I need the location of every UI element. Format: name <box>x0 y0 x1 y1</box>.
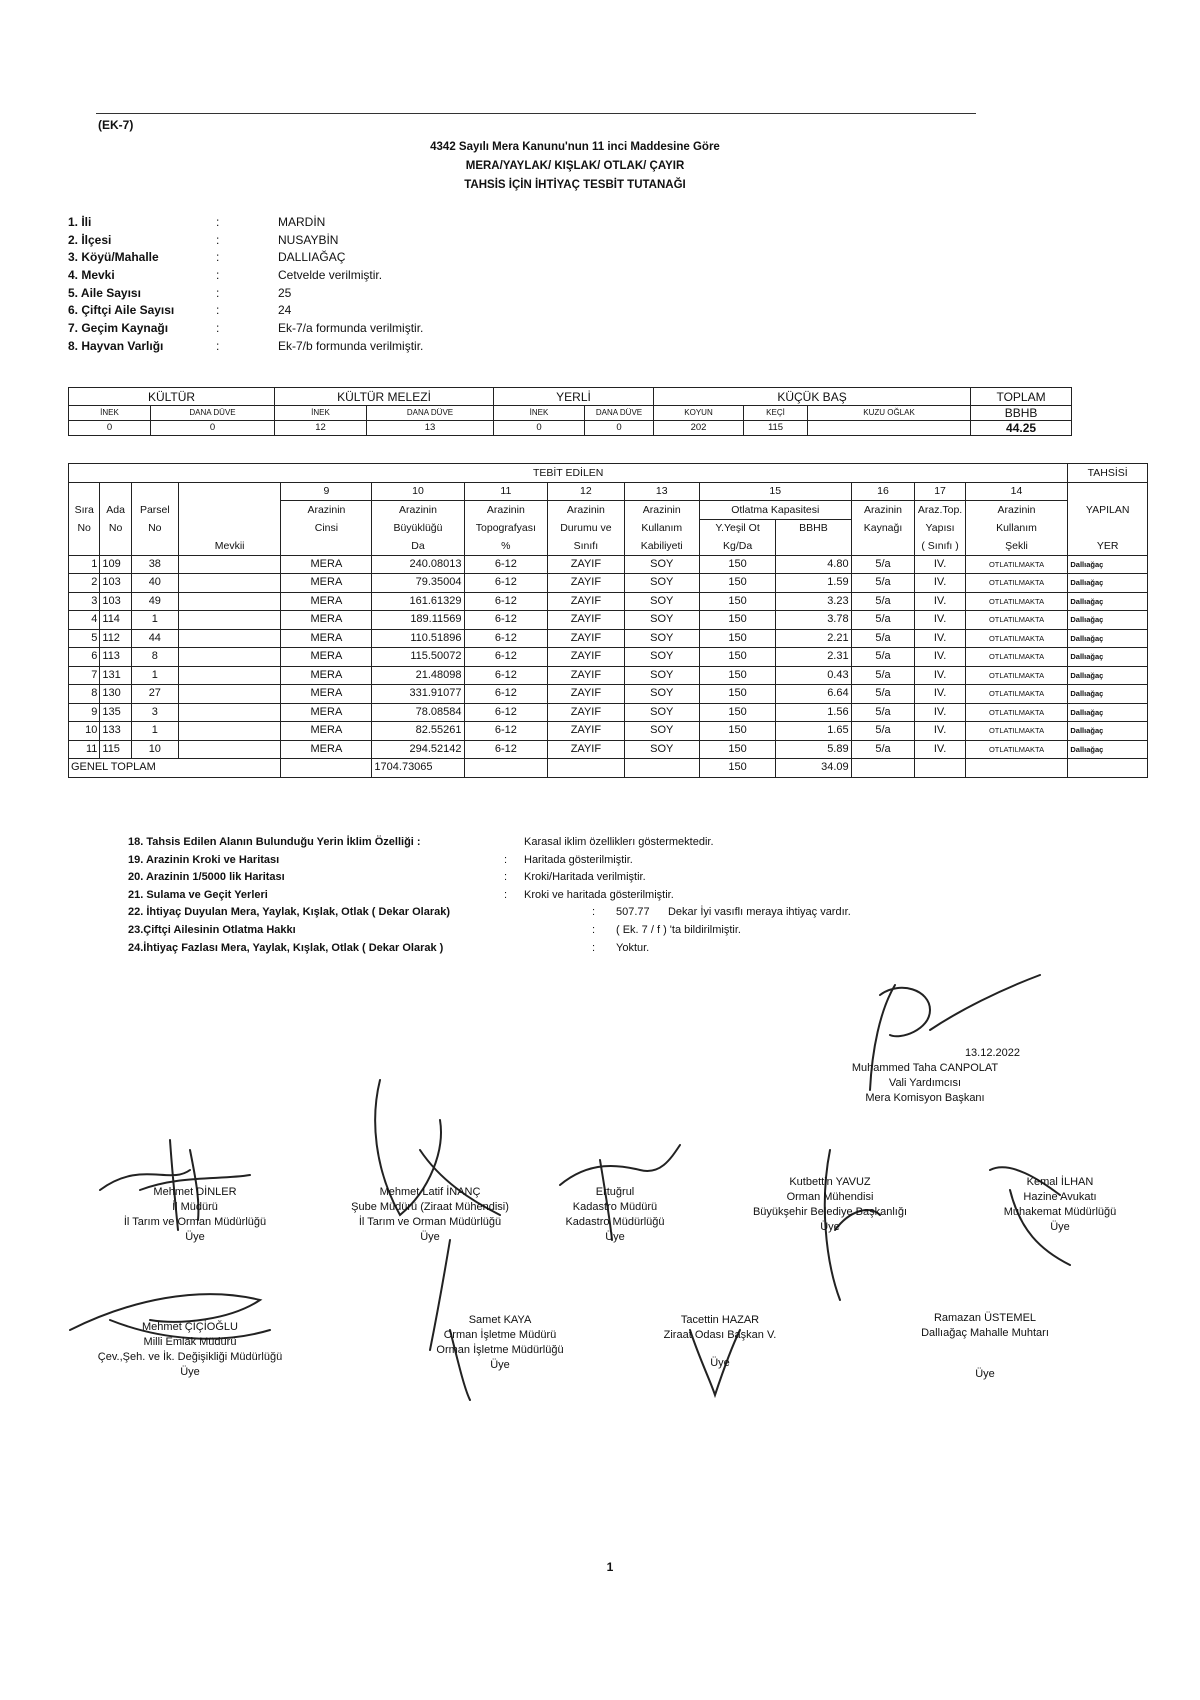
doc-title-line-3: TAHSİS İÇİN İHTİYAÇ TESBİT TUTANAĞI <box>464 179 686 191</box>
cell-ada: 109 <box>100 555 131 574</box>
sub-header: DANA DÜVE <box>151 406 275 421</box>
member-office: Orman İşletme Müdürlüğü <box>436 1343 564 1356</box>
annex-label: (EK-7) <box>98 118 134 132</box>
cell-yapi: IV. <box>915 685 965 704</box>
cell-parsel: 1 <box>131 722 178 741</box>
cell-sekil: OTLATILMAKTA <box>965 685 1068 704</box>
note-22: 22. İhtiyaç Duyulan Mera, Yaylak, Kışlak, Otlak ( Dekar Olarak) : 507.77 Dekar İyi vasıflı meraya ihtiyaç vardır. <box>128 906 851 919</box>
cell-bbhb: 1.56 <box>776 703 851 722</box>
cell-ada: 133 <box>100 722 131 741</box>
cell-sira: 3 <box>69 592 100 611</box>
cell-kabiliyet: SOY <box>624 555 699 574</box>
cell-cinsi: MERA <box>281 685 372 704</box>
member-role: Üye <box>975 1367 995 1380</box>
cell-yer: Dallıağaç <box>1068 722 1148 741</box>
cell-yesil: 150 <box>699 666 775 685</box>
member-name: Kemal İLHAN <box>1026 1176 1094 1188</box>
info-row-ciftci: 6. Çiftçi Aile Sayısı : 24 <box>68 303 292 318</box>
h-kullanim-sekli-2: Kullanım <box>965 519 1068 537</box>
cell-yesil: 150 <box>699 648 775 667</box>
cell-sekil: OTLATILMAKTA <box>965 555 1068 574</box>
cell-bbhb: 2.31 <box>776 648 851 667</box>
h-yapilan: YAPILAN <box>1068 501 1148 520</box>
sub-header: DANA DÜVE <box>585 406 654 421</box>
group-kultur: KÜLTÜR <box>69 388 275 406</box>
col-number: 15 <box>699 482 851 501</box>
col-number: 9 <box>281 482 372 501</box>
col-number: 14 <box>965 482 1068 501</box>
h-sira: Sıra <box>69 501 100 520</box>
member-role: Üye <box>180 1365 200 1378</box>
cell-durum: ZAYIF <box>548 592 624 611</box>
cell-buyukluk: 331.91077 <box>372 685 464 704</box>
cell-bbhb: 5.89 <box>776 740 851 759</box>
livestock-value: 0 <box>585 421 654 436</box>
member-title: Şube Müdürü (Ziraat Mühendisi) <box>351 1200 509 1213</box>
member-name: Mehmet DİNLER <box>153 1186 237 1198</box>
h-durumu-2: Durumu ve <box>548 519 624 537</box>
cell-cinsi: MERA <box>281 611 372 630</box>
cell-yapi: IV. <box>915 574 965 593</box>
h-kullanim-kab-3: Kabiliyeti <box>624 537 699 555</box>
col-number: 17 <box>915 482 965 501</box>
cell-parsel: 27 <box>131 685 178 704</box>
h-araz-top-3: ( Sınıfı ) <box>915 537 965 555</box>
h-otlatma: Otlatma Kapasitesi <box>699 501 851 520</box>
cell-kaynak: 5/a <box>851 592 915 611</box>
cell-parsel: 1 <box>131 666 178 685</box>
cell-yapi: IV. <box>915 722 965 741</box>
note-23: 23.Çiftçi Ailesinin Otlatma Hakkı : ( Ek. 7 / f ) 'ta bildirilmiştir. <box>128 923 741 936</box>
note-21: 21. Sulama ve Geçit Yerleri : Kroki ve haritada gösterilmiştir. <box>128 888 674 901</box>
cell-kaynak: 5/a <box>851 703 915 722</box>
cell-bbhb: 0.43 <box>776 666 851 685</box>
cell-durum: ZAYIF <box>548 722 624 741</box>
cell-yapi: IV. <box>915 555 965 574</box>
cell-sira: 9 <box>69 703 100 722</box>
col-number: 12 <box>548 482 624 501</box>
cell-durum: ZAYIF <box>548 685 624 704</box>
cell-kabiliyet: SOY <box>624 648 699 667</box>
h-topografya: Arazinin <box>464 501 548 520</box>
h-yesil: Y.Yeşil Ot <box>699 519 775 537</box>
cell-parsel: 38 <box>131 555 178 574</box>
h-bbhb: BBHB <box>776 519 851 537</box>
h-cinsi: Arazinin <box>281 501 372 520</box>
cell-sira: 11 <box>69 740 100 759</box>
member-title: Milli Emlak Müdürü <box>143 1335 237 1348</box>
cell-buyukluk: 82.55261 <box>372 722 464 741</box>
total-buyukluk: 1704.73065 <box>372 759 464 778</box>
cell-kaynak: 5/a <box>851 629 915 648</box>
member-name: Samet KAYA <box>468 1314 532 1326</box>
member-role: Üye <box>490 1358 510 1371</box>
cell-sira: 8 <box>69 685 100 704</box>
tesbit-edilen-header: TEBİT EDİLEN <box>69 464 1068 483</box>
cell-yer: Dallıağaç <box>1068 703 1148 722</box>
cell-sekil: OTLATILMAKTA <box>965 703 1068 722</box>
signature-member-4 <box>720 1175 940 1234</box>
cell-kaynak: 5/a <box>851 648 915 667</box>
cell-yesil: 150 <box>699 685 775 704</box>
signature-member-5 <box>975 1175 1145 1234</box>
cell-kabiliyet: SOY <box>624 574 699 593</box>
cell-yer: Dallıağaç <box>1068 629 1148 648</box>
cell-sira: 4 <box>69 611 100 630</box>
h-araz-top-2: Yapısı <box>915 519 965 537</box>
cell-yer: Dallıağaç <box>1068 611 1148 630</box>
cell-yesil: 150 <box>699 703 775 722</box>
h-sira-no: No <box>69 519 100 537</box>
h-yer: YER <box>1068 537 1148 555</box>
livestock-value: 12 <box>275 421 367 436</box>
note-19: 19. Arazinin Kroki ve Haritası : Haritada gösterilmiştir. <box>128 853 633 866</box>
member-title: Orman İşletme Müdürü <box>443 1328 557 1341</box>
cell-durum: ZAYIF <box>548 648 624 667</box>
cell-buyukluk: 294.52142 <box>372 740 464 759</box>
cell-parsel: 10 <box>131 740 178 759</box>
group-kucuk-bas: KÜÇÜK BAŞ <box>654 388 971 406</box>
signature-member-3 <box>530 1185 700 1244</box>
signature-member-7 <box>400 1313 600 1372</box>
info-row-ilce: 2. İlçesi : NUSAYBİN <box>68 232 339 247</box>
cell-cinsi: MERA <box>281 555 372 574</box>
member-title: Ziraat Odası Başkan V. <box>663 1328 777 1341</box>
cell-parsel: 49 <box>131 592 178 611</box>
member-role: Üye <box>820 1220 840 1233</box>
cell-yesil: 150 <box>699 722 775 741</box>
cell-sekil: OTLATILMAKTA <box>965 629 1068 648</box>
group-kultur-melezi: KÜLTÜR MELEZİ <box>275 388 494 406</box>
cell-yesil: 150 <box>699 629 775 648</box>
cell-bbhb: 2.21 <box>776 629 851 648</box>
cell-parsel: 44 <box>131 629 178 648</box>
livestock-value: 0 <box>494 421 585 436</box>
cell-yesil: 150 <box>699 611 775 630</box>
cell-cinsi: MERA <box>281 722 372 741</box>
sub-header: İNEK <box>494 406 585 421</box>
h-araz-top: Araz.Top. <box>915 501 965 520</box>
tahsisi-header: TAHSİSİ <box>1068 464 1148 483</box>
cell-bbhb: 3.23 <box>776 592 851 611</box>
chair-name: Muhammed Taha CANPOLAT <box>851 1061 999 1074</box>
member-office: Muhakemat Müdürlüğü <box>1003 1205 1117 1218</box>
note-24: 24.İhtiyaç Fazlası Mera, Yaylak, Kışlak, Otlak ( Dekar Olarak ) : Yoktur. <box>128 941 650 954</box>
cell-yapi: IV. <box>915 629 965 648</box>
cell-topo: 6-12 <box>464 685 548 704</box>
cell-cinsi: MERA <box>281 666 372 685</box>
cell-cinsi: MERA <box>281 703 372 722</box>
cell-parsel: 3 <box>131 703 178 722</box>
cell-buyukluk: 161.61329 <box>372 592 464 611</box>
cell-ada: 112 <box>100 629 131 648</box>
cell-yer: Dallıağaç <box>1068 648 1148 667</box>
total-bbhb: 34.09 <box>776 759 851 778</box>
cell-bbhb: 6.64 <box>776 685 851 704</box>
sub-header: KEÇİ <box>744 406 808 421</box>
chair-title: Vali Yardımcısı <box>888 1076 962 1089</box>
cell-kabiliyet: SOY <box>624 629 699 648</box>
h-cinsi-2: Cinsi <box>281 519 372 537</box>
note-18: 18. Tahsis Edilen Alanın Bulunduğu Yerin İklim Özelliği : Karasal iklim özelliklerı göstermektedir. <box>128 836 714 848</box>
cell-buyukluk: 78.08584 <box>372 703 464 722</box>
cell-durum: ZAYIF <box>548 703 624 722</box>
cell-buyukluk: 240.08013 <box>372 555 464 574</box>
cell-ada: 135 <box>100 703 131 722</box>
h-buyuklugu-2: Büyüklüğü <box>372 519 464 537</box>
livestock-value: 13 <box>367 421 494 436</box>
sub-header: BBHB <box>971 406 1072 421</box>
member-title: Orman Mühendisi <box>786 1190 874 1203</box>
h-kullanim-sekli-3: Şekli <box>965 537 1068 555</box>
h-ada-no: No <box>100 519 131 537</box>
cell-durum: ZAYIF <box>548 740 624 759</box>
cell-ada: 113 <box>100 648 131 667</box>
cell-sekil: OTLATILMAKTA <box>965 592 1068 611</box>
cell-kabiliyet: SOY <box>624 703 699 722</box>
cell-durum: ZAYIF <box>548 555 624 574</box>
h-ada: Ada <box>100 501 131 520</box>
doc-title-line-2: MERA/YAYLAK/ KIŞLAK/ OTLAK/ ÇAYIR <box>465 160 685 172</box>
signature-chair <box>810 1046 1040 1105</box>
cell-topo: 6-12 <box>464 666 548 685</box>
cell-durum: ZAYIF <box>548 611 624 630</box>
h-kaynagi-2: Kaynağı <box>851 519 915 537</box>
cell-buyukluk: 189.11569 <box>372 611 464 630</box>
member-name: Mehmet ÇİÇİOĞLU <box>142 1321 238 1333</box>
h-parsel-no: No <box>131 519 178 537</box>
cell-kabiliyet: SOY <box>624 685 699 704</box>
h-kullanim-kab-2: Kullanım <box>624 519 699 537</box>
cell-cinsi: MERA <box>281 648 372 667</box>
sub-header: KUZU OĞLAK <box>808 406 971 421</box>
cell-durum: ZAYIF <box>548 629 624 648</box>
member-office: Kadastro Müdürlüğü <box>565 1215 665 1228</box>
info-row-aile: 5. Aile Sayısı : 25 <box>68 285 292 300</box>
cell-ada: 103 <box>100 592 131 611</box>
cell-yesil: 150 <box>699 592 775 611</box>
cell-topo: 6-12 <box>464 611 548 630</box>
cell-cinsi: MERA <box>281 629 372 648</box>
cell-yer: Dallıağaç <box>1068 574 1148 593</box>
sub-header: DANA DÜVE <box>367 406 494 421</box>
info-row-hayvan: 8. Hayvan Varlığı : Ek-7/b formunda verilmiştir. <box>68 338 424 353</box>
cell-bbhb: 3.78 <box>776 611 851 630</box>
livestock-total-bbhb: 44.25 <box>971 421 1072 436</box>
cell-cinsi: MERA <box>281 574 372 593</box>
cell-sekil: OTLATILMAKTA <box>965 574 1068 593</box>
h-durumu-3: Sınıfı <box>548 537 624 555</box>
member-role: Üye <box>605 1230 625 1243</box>
col-number: 11 <box>464 482 548 501</box>
total-yesil: 150 <box>699 759 775 778</box>
livestock-value: 0 <box>151 421 275 436</box>
sub-header: İNEK <box>275 406 367 421</box>
sub-header: İNEK <box>69 406 151 421</box>
member-name: Kutbettin YAVUZ <box>789 1176 871 1188</box>
info-row-mevki: 4. Mevki : Cetvelde verilmiştir. <box>68 267 383 282</box>
h-durumu: Arazinin <box>548 501 624 520</box>
cell-sira: 10 <box>69 722 100 741</box>
cell-topo: 6-12 <box>464 555 548 574</box>
col-number: 10 <box>372 482 464 501</box>
cell-bbhb: 1.65 <box>776 722 851 741</box>
cell-ada: 114 <box>100 611 131 630</box>
cell-yer: Dallıağaç <box>1068 740 1148 759</box>
h-kullanim-kab: Arazinin <box>624 501 699 520</box>
cell-yapi: IV. <box>915 592 965 611</box>
h-mevkii: Mevkii <box>178 537 281 555</box>
signature-member-6 <box>60 1320 320 1379</box>
cell-sira: 2 <box>69 574 100 593</box>
cell-parsel: 40 <box>131 574 178 593</box>
member-name: Ertuğrul <box>595 1186 635 1198</box>
cell-kabiliyet: SOY <box>624 611 699 630</box>
cell-topo: 6-12 <box>464 648 548 667</box>
cell-cinsi: MERA <box>281 740 372 759</box>
member-name: Tacettin HAZAR <box>680 1314 760 1326</box>
group-yerli: YERLİ <box>494 388 654 406</box>
sign-date: 13.12.2022 <box>964 1047 1020 1059</box>
group-toplam: TOPLAM <box>971 388 1072 406</box>
member-office: Büyükşehir Belediye Başkanlığı <box>752 1205 908 1218</box>
livestock-value: 202 <box>654 421 744 436</box>
total-label: GENEL TOPLAM <box>69 759 281 778</box>
h-kaynagi: Arazinin <box>851 501 915 520</box>
cell-yesil: 150 <box>699 574 775 593</box>
page-number: 1 <box>606 1560 614 1574</box>
livestock-value: 115 <box>744 421 808 436</box>
info-row-il: 1. İli : MARDİN <box>68 214 326 229</box>
cell-topo: 6-12 <box>464 740 548 759</box>
cell-topo: 6-12 <box>464 629 548 648</box>
cell-sekil: OTLATILMAKTA <box>965 611 1068 630</box>
cell-kabiliyet: SOY <box>624 722 699 741</box>
cell-topo: 6-12 <box>464 703 548 722</box>
cell-yer: Dallıağaç <box>1068 666 1148 685</box>
cell-kaynak: 5/a <box>851 611 915 630</box>
member-title: Dallıağaç Mahalle Muhtarı <box>921 1326 1049 1339</box>
h-kullanim-sekli: Arazinin <box>965 501 1068 520</box>
info-row-gecim: 7. Geçim Kaynağı : Ek-7/a formunda verilmiştir. <box>68 320 424 335</box>
cell-sekil: OTLATILMAKTA <box>965 722 1068 741</box>
member-role: Üye <box>420 1230 440 1243</box>
cell-ada: 115 <box>100 740 131 759</box>
cell-buyukluk: 110.51896 <box>372 629 464 648</box>
signature-member-1 <box>70 1185 320 1244</box>
h-buyuklugu-3: Da <box>372 537 464 555</box>
cell-yapi: IV. <box>915 703 965 722</box>
col-number: 16 <box>851 482 915 501</box>
cell-kaynak: 5/a <box>851 555 915 574</box>
cell-sira: 1 <box>69 555 100 574</box>
member-title: Kadastro Müdürü <box>572 1200 658 1213</box>
cell-yesil: 150 <box>699 740 775 759</box>
signature-member-2 <box>310 1185 550 1244</box>
member-name: Mehmet Latif İNANÇ <box>379 1186 481 1198</box>
cell-kaynak: 5/a <box>851 685 915 704</box>
h-parsel: Parsel <box>131 501 178 520</box>
cell-yapi: IV. <box>915 666 965 685</box>
note-20: 20. Arazinin 1/5000 lik Haritası : Kroki/Haritada verilmiştir. <box>128 871 646 884</box>
cell-ada: 103 <box>100 574 131 593</box>
col-number: 13 <box>624 482 699 501</box>
member-title: Hazine Avukatı <box>1023 1190 1097 1203</box>
signature-member-8 <box>630 1313 810 1371</box>
cell-kaynak: 5/a <box>851 574 915 593</box>
h-topografya-2: Topografyası <box>464 519 548 537</box>
member-role: Üye <box>185 1230 205 1243</box>
cell-buyukluk: 115.50072 <box>372 648 464 667</box>
cell-kaynak: 5/a <box>851 722 915 741</box>
member-role: Üye <box>1050 1220 1070 1233</box>
cell-parsel: 8 <box>131 648 178 667</box>
cell-kabiliyet: SOY <box>624 666 699 685</box>
h-buyuklugu: Arazinin <box>372 501 464 520</box>
member-title: İl Müdürü <box>172 1200 218 1213</box>
cell-kaynak: 5/a <box>851 740 915 759</box>
chair-role: Mera Komisyon Başkanı <box>865 1091 985 1104</box>
cell-buyukluk: 79.35004 <box>372 574 464 593</box>
cell-sira: 7 <box>69 666 100 685</box>
cell-durum: ZAYIF <box>548 666 624 685</box>
cell-sekil: OTLATILMAKTA <box>965 648 1068 667</box>
cell-bbhb: 4.80 <box>776 555 851 574</box>
member-name: Ramazan ÜSTEMEL <box>933 1312 1037 1324</box>
cell-cinsi: MERA <box>281 592 372 611</box>
cell-yapi: IV. <box>915 740 965 759</box>
cell-sira: 6 <box>69 648 100 667</box>
member-office: Çev.,Şeh. ve İk. Değişikliği Müdürlüğü <box>97 1350 283 1363</box>
cell-ada: 130 <box>100 685 131 704</box>
cell-ada: 131 <box>100 666 131 685</box>
cell-yapi: IV. <box>915 611 965 630</box>
h-yesil-2: Kg/Da <box>699 537 775 555</box>
cell-sekil: OTLATILMAKTA <box>965 740 1068 759</box>
h-topografya-3: % <box>464 537 548 555</box>
cell-yapi: IV. <box>915 648 965 667</box>
cell-topo: 6-12 <box>464 574 548 593</box>
sub-header: KOYUN <box>654 406 744 421</box>
cell-kaynak: 5/a <box>851 666 915 685</box>
cell-bbhb: 1.59 <box>776 574 851 593</box>
doc-title-line-1: 4342 Sayılı Mera Kanunu'nun 11 inci Maddesine Göre <box>430 141 720 153</box>
cell-kabiliyet: SOY <box>624 740 699 759</box>
cell-parsel: 1 <box>131 611 178 630</box>
cell-yer: Dallıağaç <box>1068 555 1148 574</box>
cell-durum: ZAYIF <box>548 574 624 593</box>
member-office: İl Tarım ve Orman Müdürlüğü <box>358 1215 502 1228</box>
cell-sira: 5 <box>69 629 100 648</box>
cell-sekil: OTLATILMAKTA <box>965 666 1068 685</box>
info-row-koy: 3. Köyü/Mahalle : DALLIAĞAÇ <box>68 250 346 265</box>
cell-topo: 6-12 <box>464 722 548 741</box>
cell-topo: 6-12 <box>464 592 548 611</box>
cell-buyukluk: 21.48098 <box>372 666 464 685</box>
member-office: İl Tarım ve Orman Müdürlüğü <box>123 1215 267 1228</box>
livestock-value: 0 <box>69 421 151 436</box>
member-role: Üye <box>710 1356 730 1369</box>
signature-member-9 <box>880 1311 1090 1382</box>
cell-yer: Dallıağaç <box>1068 592 1148 611</box>
cell-yer: Dallıağaç <box>1068 685 1148 704</box>
cell-yesil: 150 <box>699 555 775 574</box>
cell-kabiliyet: SOY <box>624 592 699 611</box>
